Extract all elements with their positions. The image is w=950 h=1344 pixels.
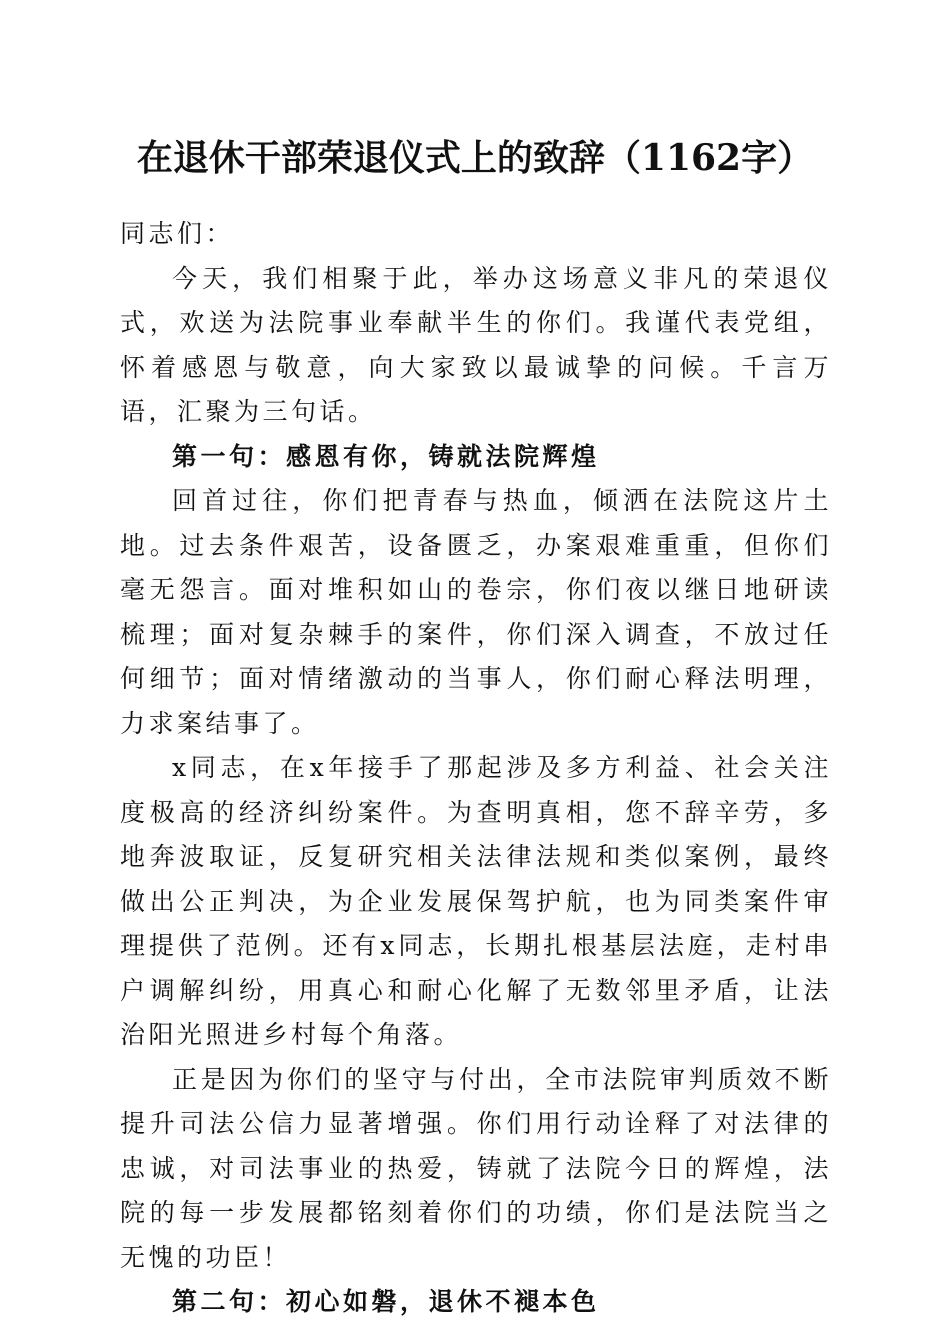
section-heading-first: 第一句：感恩有你，铸就法院辉煌 [172,441,600,471]
salutation: 同志们： [120,219,235,248]
section-heading-second: 第二句：初心如磐，退休不褪本色 [172,1287,600,1316]
document-body [120,212,832,1325]
paragraph-achievements: 正是因为你们的坚守与付出，全市法院审判质效不断提升司法公信力显著增强。你们用行动诠释了对法律的忠诚，对司法事业的热爱，铸就了法院今日的辉煌，法院的每一步发展都铭刻着你们的功绩，你们是法院当之无愧的功臣！ [120,1064,832,1272]
paragraph-opening: 今天，我们相聚于此，举办这场意义非凡的荣退仪式，欢送为法院事业奉献半生的你们。我谨代表党组，怀着感恩与敬意，向大家致以最诚挚的问候。千言万语，汇聚为三句话。 [120,263,832,426]
paragraph-retrospect: 回首过往，你们把青春与热血，倾洒在法院这片土地。过去条件艰苦，设备匮乏，办案艰难重重，但你们毫无怨言。面对堆积如山的卷宗，你们夜以继日地研读梳理；面对复杂棘手的案件，你们深入调查，不放过任何细节；面对情绪激动的当事人，你们耐心释法明理，力求案结事了。 [120,486,832,738]
document-title: 在退休干部荣退仪式上的致辞（1162字） [136,137,814,179]
paragraph-examples: x同志，在x年接手了那起涉及多方利益、社会关注度极高的经济纠纷案件。为查明真相，您不辞辛劳，多地奔波取证，反复研究相关法律法规和类似案例，最终做出公正判决，为企业发展保驾护航，也为同类案件审理提供了范例。还有x同志，长期扎根基层法庭，走村串户调解纠纷，用真心和耐心化解了无数邻里矛盾，让法治阳光照进乡村每个角落。 [120,753,832,1049]
